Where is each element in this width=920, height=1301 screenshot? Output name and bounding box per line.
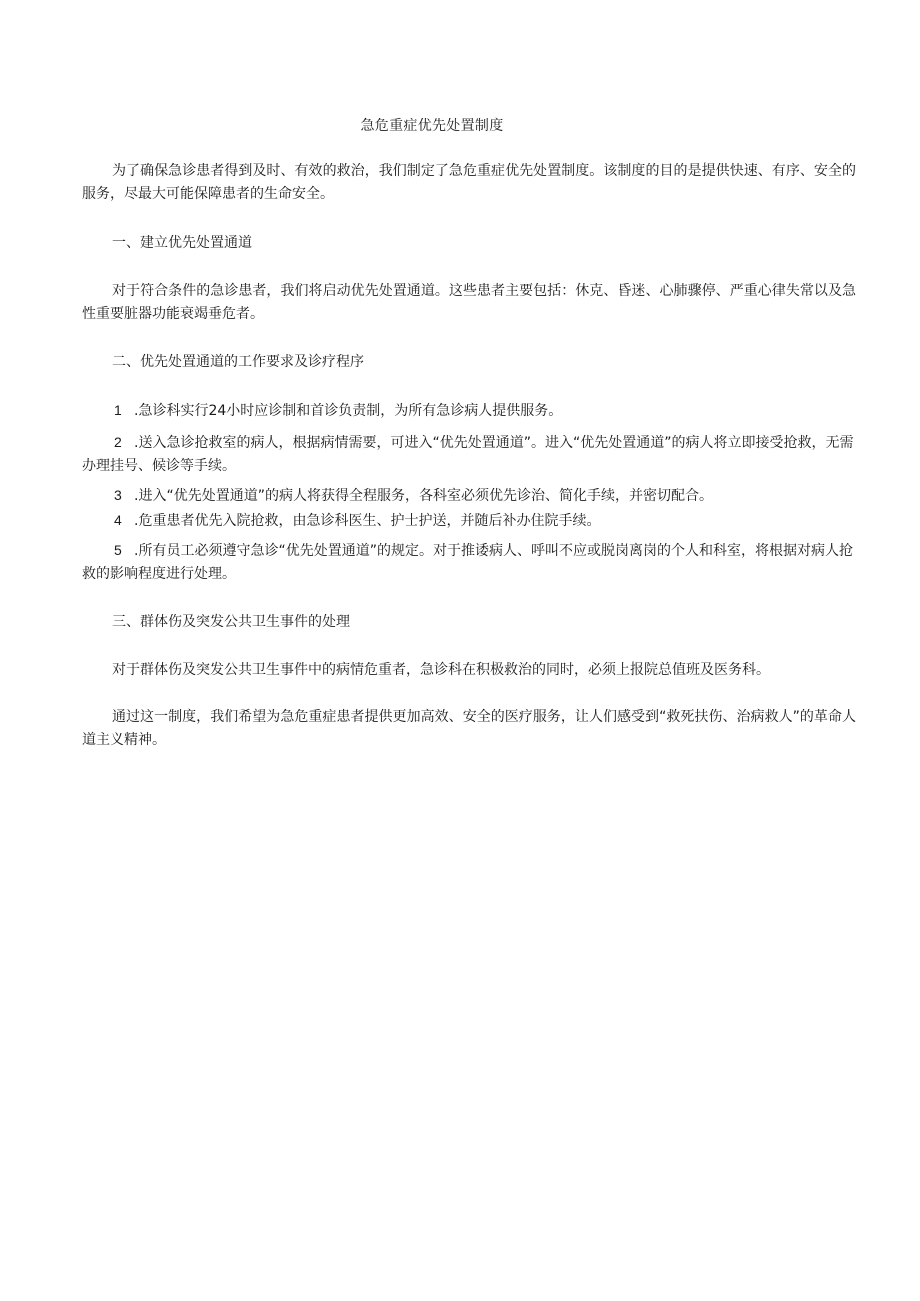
list-item xyxy=(82,509,856,533)
list-item-text: .送入急诊抢救室的病人，根据病情需要，可进入“优先处置通道”。进入“优先处置通道”的病人将立即接受抢救，无需办理挂号、候诊等手续。 xyxy=(82,435,854,474)
section-1-heading: 一、建立优先处置通道 xyxy=(112,235,252,251)
list-item xyxy=(82,399,856,423)
section-3-paragraph: 对于群体伤及突发公共卫生事件中的病情危重者，急诊科在积极救治的同时，必须上报院总值班及医务科。 xyxy=(112,662,770,678)
list-item-text: .进入“优先处置通道”的病人将获得全程服务，各科室必须优先诊治、简化手续，并密切配合。 xyxy=(134,488,713,504)
list-item-text: .所有员工必须遵守急诊“优先处置通道”的规定。对于推诿病人、呼叫不应或脱岗离岗的个人和科室，将根据对病人抢救的影响程度进行处理。 xyxy=(82,543,853,582)
intro-paragraph: 为了确保急诊患者得到及时、有效的救治，我们制定了急危重症优先处置制度。该制度的目的是提供快速、有序、安全的服务，尽最大可能保障患者的生命安全。 xyxy=(82,163,856,202)
list-item-number: 4 xyxy=(114,512,122,528)
list-item-text: .危重患者优先入院抢救，由急诊科医生、护士护送，并随后补办住院手续。 xyxy=(134,513,601,529)
list-item xyxy=(82,539,856,586)
section-2-heading: 二、优先处置通道的工作要求及诊疗程序 xyxy=(112,354,364,370)
document-title: 急危重症优先处置制度 xyxy=(360,118,504,134)
section-3-heading: 三、群体伤及突发公共卫生事件的处理 xyxy=(112,614,350,630)
list-item-number: 3 xyxy=(114,487,122,503)
section-1-paragraph: 对于符合条件的急诊患者，我们将启动优先处置通道。这些患者主要包括：休克、昏迷、心肺骤停、严重心律失常以及急性重要脏器功能衰竭垂危者。 xyxy=(82,283,856,322)
list-item-number: 5 xyxy=(114,542,122,558)
list-item xyxy=(82,484,856,508)
conclusion-paragraph: 通过这一制度，我们希望为急危重症患者提供更加高效、安全的医疗服务，让人们感受到“救死扶伤、治病救人”的革命人道主义精神。 xyxy=(82,709,856,748)
list-item-number: 2 xyxy=(114,434,122,450)
list-item-number: 1 xyxy=(114,402,122,418)
list-item xyxy=(82,431,856,478)
list-item-text: .急诊科实行24小时应诊制和首诊负责制，为所有急诊病人提供服务。 xyxy=(134,403,563,419)
